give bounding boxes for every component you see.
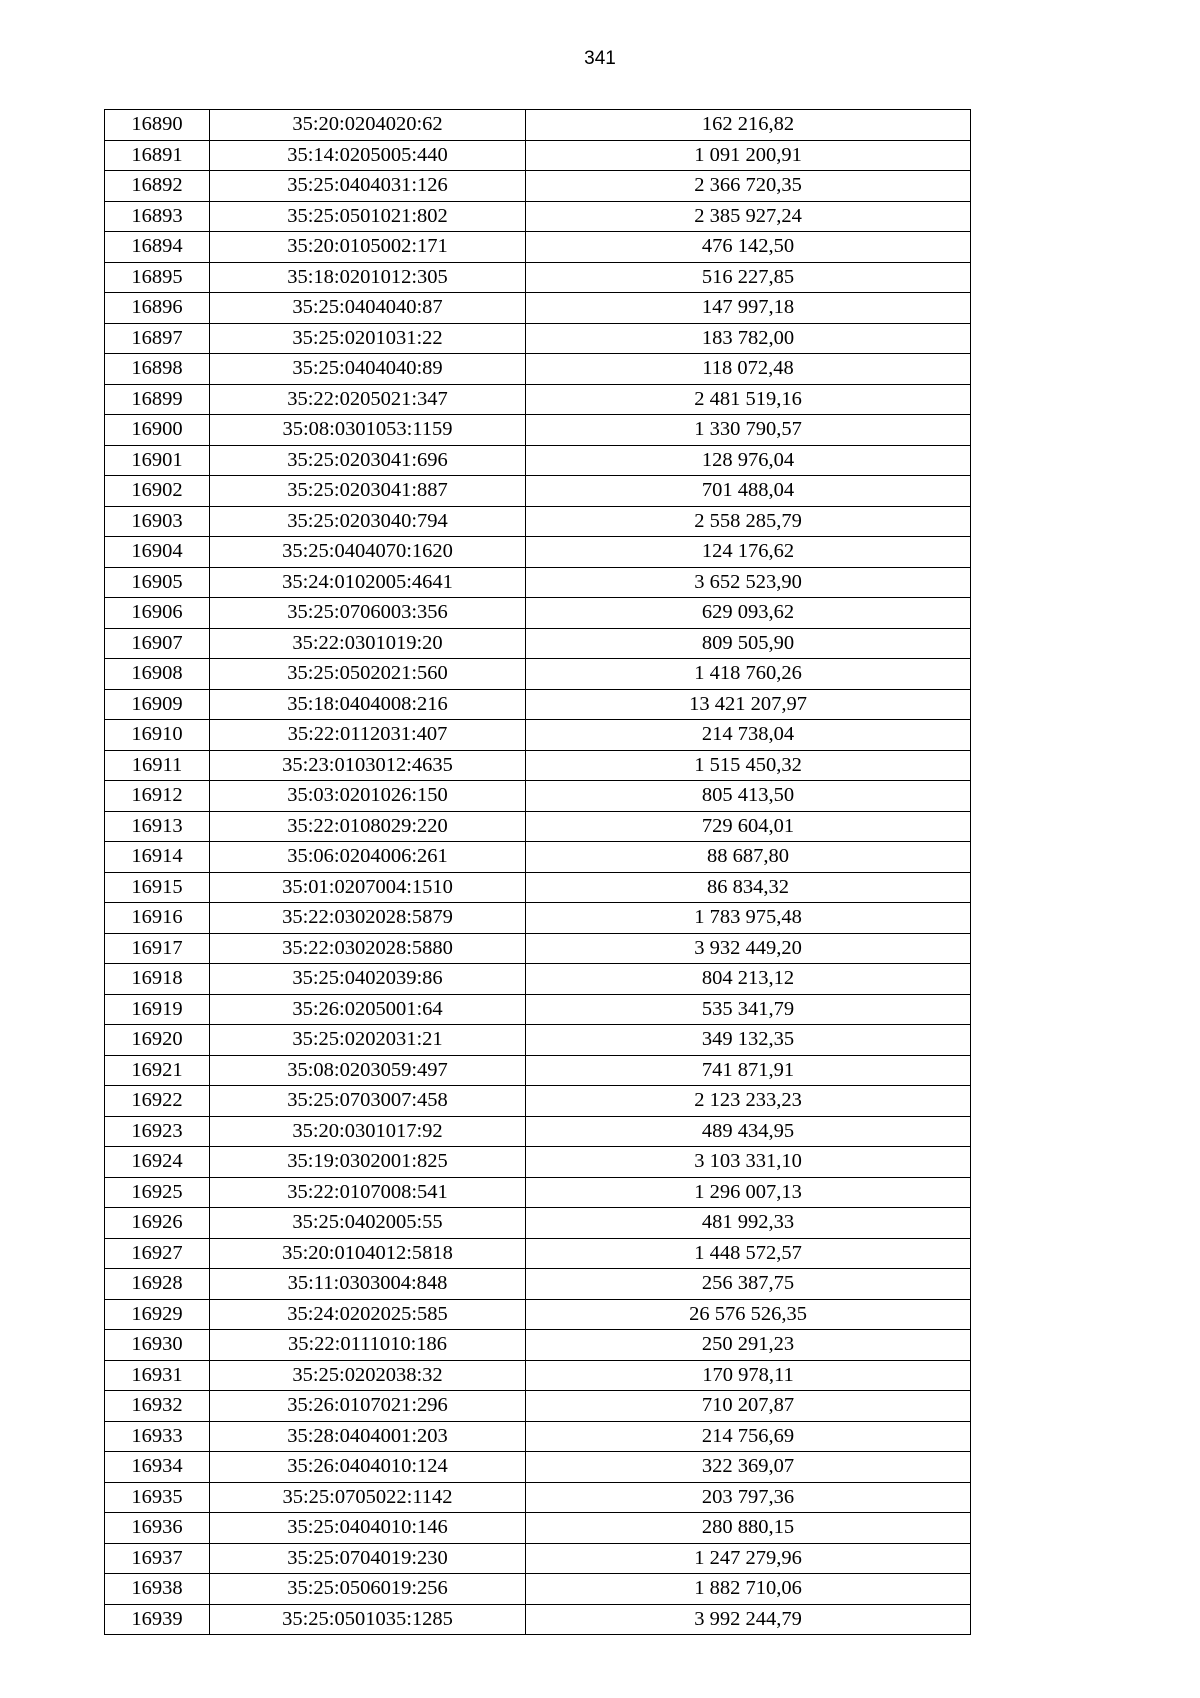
row-number-cell: 16922 — [105, 1086, 210, 1117]
table-row — [105, 659, 971, 690]
cadastral-value-cell: 162 216,82 — [526, 110, 971, 141]
cadastral-value-cell: 3 932 449,20 — [526, 933, 971, 964]
cadastral-number-cell: 35:22:0112031:407 — [210, 720, 526, 751]
table-row — [105, 689, 971, 720]
table-row — [105, 506, 971, 537]
cadastral-value-cell: 1 247 279,96 — [526, 1543, 971, 1574]
row-number-cell: 16905 — [105, 567, 210, 598]
row-number-cell: 16902 — [105, 476, 210, 507]
row-number-cell: 16926 — [105, 1208, 210, 1239]
cadastral-value-cell: 3 652 523,90 — [526, 567, 971, 598]
cadastral-number-cell: 35:25:0203040:794 — [210, 506, 526, 537]
cadastral-number-cell: 35:22:0302028:5880 — [210, 933, 526, 964]
table-row — [105, 750, 971, 781]
cadastral-number-cell: 35:06:0204006:261 — [210, 842, 526, 873]
row-number-cell: 16917 — [105, 933, 210, 964]
row-number-cell: 16907 — [105, 628, 210, 659]
table-row — [105, 1330, 971, 1361]
row-number-cell: 16901 — [105, 445, 210, 476]
cadastral-value-table — [104, 109, 971, 1635]
row-number-cell: 16933 — [105, 1421, 210, 1452]
row-number-cell: 16897 — [105, 323, 210, 354]
table-row — [105, 1299, 971, 1330]
row-number-cell: 16913 — [105, 811, 210, 842]
cadastral-value-cell: 214 738,04 — [526, 720, 971, 751]
cadastral-number-cell: 35:03:0201026:150 — [210, 781, 526, 812]
table-row — [105, 1269, 971, 1300]
table-row — [105, 415, 971, 446]
table-row — [105, 1177, 971, 1208]
row-number-cell: 16929 — [105, 1299, 210, 1330]
cadastral-number-cell: 35:25:0703007:458 — [210, 1086, 526, 1117]
cadastral-value-cell: 256 387,75 — [526, 1269, 971, 1300]
table-row — [105, 1025, 971, 1056]
row-number-cell: 16910 — [105, 720, 210, 751]
cadastral-value-cell: 2 123 233,23 — [526, 1086, 971, 1117]
cadastral-number-cell: 35:20:0105002:171 — [210, 232, 526, 263]
cadastral-value-cell: 2 385 927,24 — [526, 201, 971, 232]
row-number-cell: 16900 — [105, 415, 210, 446]
row-number-cell: 16908 — [105, 659, 210, 690]
cadastral-value-cell: 170 978,11 — [526, 1360, 971, 1391]
cadastral-number-cell: 35:25:0402039:86 — [210, 964, 526, 995]
row-number-cell: 16920 — [105, 1025, 210, 1056]
table-row — [105, 781, 971, 812]
row-number-cell: 16927 — [105, 1238, 210, 1269]
table-row — [105, 384, 971, 415]
cadastral-number-cell: 35:25:0501035:1285 — [210, 1604, 526, 1635]
cadastral-value-cell: 535 341,79 — [526, 994, 971, 1025]
row-number-cell: 16892 — [105, 171, 210, 202]
table-row — [105, 1482, 971, 1513]
cadastral-number-cell: 35:25:0404070:1620 — [210, 537, 526, 568]
cadastral-number-cell: 35:23:0103012:4635 — [210, 750, 526, 781]
cadastral-number-cell: 35:25:0203041:696 — [210, 445, 526, 476]
row-number-cell: 16937 — [105, 1543, 210, 1574]
page-number: 341 — [584, 48, 616, 69]
table-row — [105, 811, 971, 842]
cadastral-value-cell: 214 756,69 — [526, 1421, 971, 1452]
table-row — [105, 598, 971, 629]
table-row — [105, 1604, 971, 1635]
table-row — [105, 1421, 971, 1452]
table-row — [105, 476, 971, 507]
table-row — [105, 933, 971, 964]
cadastral-value-cell: 804 213,12 — [526, 964, 971, 995]
table-row — [105, 1238, 971, 1269]
cadastral-number-cell: 35:08:0301053:1159 — [210, 415, 526, 446]
cadastral-value-cell: 729 604,01 — [526, 811, 971, 842]
cadastral-number-cell: 35:22:0111010:186 — [210, 1330, 526, 1361]
cadastral-value-cell: 3 103 331,10 — [526, 1147, 971, 1178]
cadastral-number-cell: 35:25:0404040:89 — [210, 354, 526, 385]
row-number-cell: 16938 — [105, 1574, 210, 1605]
table-row — [105, 1208, 971, 1239]
cadastral-number-cell: 35:20:0204020:62 — [210, 110, 526, 141]
cadastral-number-cell: 35:25:0705022:1142 — [210, 1482, 526, 1513]
table-row — [105, 628, 971, 659]
cadastral-value-cell: 741 871,91 — [526, 1055, 971, 1086]
cadastral-number-cell: 35:28:0404001:203 — [210, 1421, 526, 1452]
cadastral-value-cell: 349 132,35 — [526, 1025, 971, 1056]
cadastral-number-cell: 35:25:0201031:22 — [210, 323, 526, 354]
cadastral-number-cell: 35:20:0301017:92 — [210, 1116, 526, 1147]
table-row — [105, 201, 971, 232]
row-number-cell: 16906 — [105, 598, 210, 629]
cadastral-value-cell: 124 176,62 — [526, 537, 971, 568]
cadastral-value-cell: 629 093,62 — [526, 598, 971, 629]
row-number-cell: 16936 — [105, 1513, 210, 1544]
row-number-cell: 16931 — [105, 1360, 210, 1391]
cadastral-value-cell: 476 142,50 — [526, 232, 971, 263]
table-row — [105, 1086, 971, 1117]
cadastral-number-cell: 35:11:0303004:848 — [210, 1269, 526, 1300]
cadastral-number-cell: 35:25:0706003:356 — [210, 598, 526, 629]
row-number-cell: 16916 — [105, 903, 210, 934]
row-number-cell: 16893 — [105, 201, 210, 232]
table-row — [105, 1055, 971, 1086]
cadastral-value-cell: 88 687,80 — [526, 842, 971, 873]
table-row — [105, 171, 971, 202]
table-row — [105, 354, 971, 385]
cadastral-number-cell: 35:20:0104012:5818 — [210, 1238, 526, 1269]
table-row — [105, 1391, 971, 1422]
table-row — [105, 720, 971, 751]
table-row — [105, 140, 971, 171]
cadastral-value-cell: 3 992 244,79 — [526, 1604, 971, 1635]
cadastral-number-cell: 35:24:0202025:585 — [210, 1299, 526, 1330]
cadastral-value-cell: 1 783 975,48 — [526, 903, 971, 934]
cadastral-value-cell: 481 992,33 — [526, 1208, 971, 1239]
row-number-cell: 16904 — [105, 537, 210, 568]
cadastral-value-cell: 2 366 720,35 — [526, 171, 971, 202]
cadastral-value-cell: 516 227,85 — [526, 262, 971, 293]
row-number-cell: 16934 — [105, 1452, 210, 1483]
cadastral-value-cell: 1 418 760,26 — [526, 659, 971, 690]
row-number-cell: 16891 — [105, 140, 210, 171]
cadastral-number-cell: 35:18:0201012:305 — [210, 262, 526, 293]
cadastral-number-cell: 35:25:0202038:32 — [210, 1360, 526, 1391]
cadastral-number-cell: 35:25:0502021:560 — [210, 659, 526, 690]
cadastral-value-cell: 128 976,04 — [526, 445, 971, 476]
row-number-cell: 16924 — [105, 1147, 210, 1178]
cadastral-number-cell: 35:25:0404010:146 — [210, 1513, 526, 1544]
cadastral-value-cell: 701 488,04 — [526, 476, 971, 507]
table-row — [105, 1574, 971, 1605]
cadastral-value-cell: 1 515 450,32 — [526, 750, 971, 781]
table-row — [105, 964, 971, 995]
cadastral-number-cell: 35:22:0107008:541 — [210, 1177, 526, 1208]
table-row — [105, 445, 971, 476]
cadastral-number-cell: 35:24:0102005:4641 — [210, 567, 526, 598]
row-number-cell: 16930 — [105, 1330, 210, 1361]
table-row — [105, 1360, 971, 1391]
cadastral-value-cell: 183 782,00 — [526, 323, 971, 354]
table-row — [105, 1452, 971, 1483]
table-row — [105, 1513, 971, 1544]
row-number-cell: 16921 — [105, 1055, 210, 1086]
table-row — [105, 1147, 971, 1178]
row-number-cell: 16923 — [105, 1116, 210, 1147]
cadastral-number-cell: 35:25:0402005:55 — [210, 1208, 526, 1239]
cadastral-number-cell: 35:08:0203059:497 — [210, 1055, 526, 1086]
row-number-cell: 16935 — [105, 1482, 210, 1513]
table-row — [105, 994, 971, 1025]
cadastral-value-cell: 86 834,32 — [526, 872, 971, 903]
cadastral-number-cell: 35:25:0202031:21 — [210, 1025, 526, 1056]
cadastral-value-cell: 1 330 790,57 — [526, 415, 971, 446]
cadastral-value-cell: 203 797,36 — [526, 1482, 971, 1513]
row-number-cell: 16890 — [105, 110, 210, 141]
table-row — [105, 1116, 971, 1147]
cadastral-value-cell: 1 882 710,06 — [526, 1574, 971, 1605]
row-number-cell: 16915 — [105, 872, 210, 903]
cadastral-value-cell: 118 072,48 — [526, 354, 971, 385]
row-number-cell: 16896 — [105, 293, 210, 324]
cadastral-number-cell: 35:22:0301019:20 — [210, 628, 526, 659]
row-number-cell: 16899 — [105, 384, 210, 415]
cadastral-number-cell: 35:26:0404010:124 — [210, 1452, 526, 1483]
table-row — [105, 262, 971, 293]
table-row — [105, 872, 971, 903]
row-number-cell: 16911 — [105, 750, 210, 781]
cadastral-number-cell: 35:25:0404040:87 — [210, 293, 526, 324]
table-row — [105, 232, 971, 263]
table-body — [105, 110, 971, 1635]
cadastral-value-cell: 1 296 007,13 — [526, 1177, 971, 1208]
cadastral-value-cell: 2 481 519,16 — [526, 384, 971, 415]
cadastral-value-cell: 1 448 572,57 — [526, 1238, 971, 1269]
cadastral-number-cell: 35:22:0302028:5879 — [210, 903, 526, 934]
cadastral-value-cell: 13 421 207,97 — [526, 689, 971, 720]
cadastral-number-cell: 35:26:0107021:296 — [210, 1391, 526, 1422]
row-number-cell: 16909 — [105, 689, 210, 720]
table-row — [105, 567, 971, 598]
cadastral-number-cell: 35:22:0205021:347 — [210, 384, 526, 415]
table-row — [105, 537, 971, 568]
row-number-cell: 16914 — [105, 842, 210, 873]
table-row — [105, 1543, 971, 1574]
cadastral-number-cell: 35:18:0404008:216 — [210, 689, 526, 720]
cadastral-value-cell: 147 997,18 — [526, 293, 971, 324]
table-row — [105, 842, 971, 873]
cadastral-value-cell: 805 413,50 — [526, 781, 971, 812]
row-number-cell: 16939 — [105, 1604, 210, 1635]
cadastral-value-cell: 250 291,23 — [526, 1330, 971, 1361]
row-number-cell: 16912 — [105, 781, 210, 812]
row-number-cell: 16898 — [105, 354, 210, 385]
cadastral-number-cell: 35:22:0108029:220 — [210, 811, 526, 842]
cadastral-value-cell: 809 505,90 — [526, 628, 971, 659]
cadastral-value-cell: 280 880,15 — [526, 1513, 971, 1544]
row-number-cell: 16928 — [105, 1269, 210, 1300]
table-row — [105, 293, 971, 324]
row-number-cell: 16932 — [105, 1391, 210, 1422]
table-row — [105, 323, 971, 354]
cadastral-value-cell: 322 369,07 — [526, 1452, 971, 1483]
row-number-cell: 16903 — [105, 506, 210, 537]
cadastral-value-cell: 26 576 526,35 — [526, 1299, 971, 1330]
cadastral-number-cell: 35:25:0704019:230 — [210, 1543, 526, 1574]
cadastral-value-cell: 2 558 285,79 — [526, 506, 971, 537]
table-row — [105, 110, 971, 141]
cadastral-number-cell: 35:25:0506019:256 — [210, 1574, 526, 1605]
row-number-cell: 16894 — [105, 232, 210, 263]
row-number-cell: 16895 — [105, 262, 210, 293]
cadastral-value-cell: 1 091 200,91 — [526, 140, 971, 171]
cadastral-number-cell: 35:25:0203041:887 — [210, 476, 526, 507]
cadastral-number-cell: 35:19:0302001:825 — [210, 1147, 526, 1178]
cadastral-number-cell: 35:14:0205005:440 — [210, 140, 526, 171]
cadastral-number-cell: 35:26:0205001:64 — [210, 994, 526, 1025]
cadastral-number-cell: 35:25:0404031:126 — [210, 171, 526, 202]
cadastral-number-cell: 35:01:0207004:1510 — [210, 872, 526, 903]
cadastral-number-cell: 35:25:0501021:802 — [210, 201, 526, 232]
row-number-cell: 16919 — [105, 994, 210, 1025]
row-number-cell: 16918 — [105, 964, 210, 995]
cadastral-value-cell: 710 207,87 — [526, 1391, 971, 1422]
row-number-cell: 16925 — [105, 1177, 210, 1208]
cadastral-value-cell: 489 434,95 — [526, 1116, 971, 1147]
table-row — [105, 903, 971, 934]
